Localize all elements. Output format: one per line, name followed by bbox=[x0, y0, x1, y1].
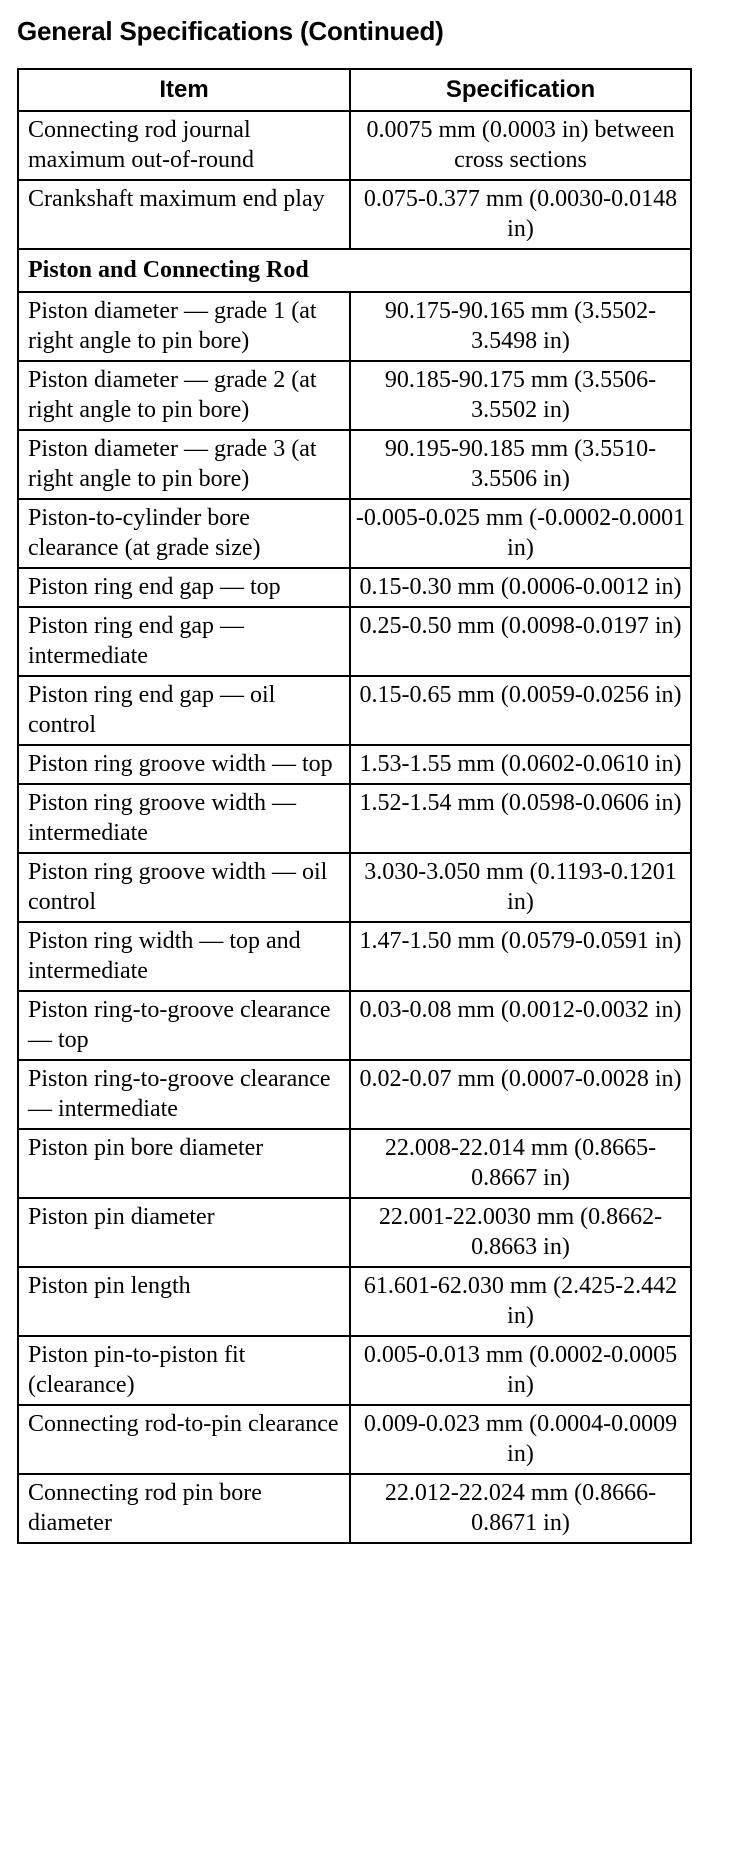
table-row bbox=[18, 1198, 691, 1267]
item-cell: Piston ring-to-groove clearance — top bbox=[18, 991, 350, 1060]
specification-cell: 22.008-22.014 mm (0.8665-0.8667 in) bbox=[350, 1129, 691, 1198]
item-cell: Piston pin diameter bbox=[18, 1198, 350, 1267]
item-cell: Piston pin length bbox=[18, 1267, 350, 1336]
item-cell: Connecting rod-to-pin clearance bbox=[18, 1405, 350, 1474]
specification-cell: 22.001-22.0030 mm (0.8662-0.8663 in) bbox=[350, 1198, 691, 1267]
table-row bbox=[18, 676, 691, 745]
specification-cell: 0.0075 mm (0.0003 in) between cross sections bbox=[350, 111, 691, 180]
specification-cell: 90.195-90.185 mm (3.5510-3.5506 in) bbox=[350, 430, 691, 499]
table-row bbox=[18, 1060, 691, 1129]
specification-cell: 0.075-0.377 mm (0.0030-0.0148 in) bbox=[350, 180, 691, 249]
table-row bbox=[18, 784, 691, 853]
table-row bbox=[18, 607, 691, 676]
table-row bbox=[18, 499, 691, 568]
specification-cell: 22.012-22.024 mm (0.8666-0.8671 in) bbox=[350, 1474, 691, 1543]
table-row bbox=[18, 1267, 691, 1336]
specification-cell: 1.52-1.54 mm (0.0598-0.0606 in) bbox=[350, 784, 691, 853]
specification-cell: 0.009-0.023 mm (0.0004-0.0009 in) bbox=[350, 1405, 691, 1474]
item-cell: Piston pin bore diameter bbox=[18, 1129, 350, 1198]
table-header-row bbox=[18, 69, 691, 111]
item-cell: Piston ring width — top and intermediate bbox=[18, 922, 350, 991]
specification-cell: 61.601-62.030 mm (2.425-2.442 in) bbox=[350, 1267, 691, 1336]
column-header-item: Item bbox=[18, 69, 350, 111]
specification-cell: 0.02-0.07 mm (0.0007-0.0028 in) bbox=[350, 1060, 691, 1129]
specification-cell: 1.53-1.55 mm (0.0602-0.0610 in) bbox=[350, 745, 691, 784]
item-cell: Piston diameter — grade 2 (at right angle to pin bore) bbox=[18, 361, 350, 430]
specification-cell: 1.47-1.50 mm (0.0579-0.0591 in) bbox=[350, 922, 691, 991]
specification-cell: -0.005-0.025 mm (-0.0002-0.0001 in) bbox=[350, 499, 691, 568]
table-row bbox=[18, 1405, 691, 1474]
specifications-table bbox=[17, 68, 692, 1544]
item-cell: Piston ring end gap — oil control bbox=[18, 676, 350, 745]
item-cell: Piston diameter — grade 3 (at right angle to pin bore) bbox=[18, 430, 350, 499]
table-row bbox=[18, 922, 691, 991]
table-row bbox=[18, 1336, 691, 1405]
column-header-specification: Specification bbox=[350, 69, 691, 111]
specification-cell: 90.175-90.165 mm (3.5502-3.5498 in) bbox=[350, 292, 691, 361]
item-cell: Piston ring groove width — top bbox=[18, 745, 350, 784]
table-row bbox=[18, 568, 691, 607]
specification-cell: 3.030-3.050 mm (0.1193-0.1201 in) bbox=[350, 853, 691, 922]
specification-cell: 0.005-0.013 mm (0.0002-0.0005 in) bbox=[350, 1336, 691, 1405]
table-row bbox=[18, 1129, 691, 1198]
section-row bbox=[18, 249, 691, 292]
item-cell: Piston ring groove width — intermediate bbox=[18, 784, 350, 853]
section-heading: Piston and Connecting Rod bbox=[18, 249, 691, 292]
table-row bbox=[18, 1474, 691, 1543]
table-row bbox=[18, 180, 691, 249]
table-row bbox=[18, 430, 691, 499]
table-row bbox=[18, 991, 691, 1060]
table-row bbox=[18, 853, 691, 922]
item-cell: Crankshaft maximum end play bbox=[18, 180, 350, 249]
page-title: General Specifications (Continued) bbox=[17, 16, 444, 46]
item-cell: Piston ring end gap — top bbox=[18, 568, 350, 607]
specification-cell: 0.15-0.65 mm (0.0059-0.0256 in) bbox=[350, 676, 691, 745]
specification-cell: 0.25-0.50 mm (0.0098-0.0197 in) bbox=[350, 607, 691, 676]
specification-cell: 90.185-90.175 mm (3.5506-3.5502 in) bbox=[350, 361, 691, 430]
item-cell: Connecting rod journal maximum out-of-round bbox=[18, 111, 350, 180]
specification-cell: 0.15-0.30 mm (0.0006-0.0012 in) bbox=[350, 568, 691, 607]
table-row bbox=[18, 745, 691, 784]
item-cell: Piston ring-to-groove clearance — intermediate bbox=[18, 1060, 350, 1129]
item-cell: Piston pin-to-piston fit (clearance) bbox=[18, 1336, 350, 1405]
table-row bbox=[18, 292, 691, 361]
item-cell: Piston-to-cylinder bore clearance (at grade size) bbox=[18, 499, 350, 568]
item-cell: Piston ring groove width — oil control bbox=[18, 853, 350, 922]
item-cell: Piston ring end gap — intermediate bbox=[18, 607, 350, 676]
item-cell: Connecting rod pin bore diameter bbox=[18, 1474, 350, 1543]
table-row bbox=[18, 111, 691, 180]
table-row bbox=[18, 361, 691, 430]
specification-cell: 0.03-0.08 mm (0.0012-0.0032 in) bbox=[350, 991, 691, 1060]
item-cell: Piston diameter — grade 1 (at right angle to pin bore) bbox=[18, 292, 350, 361]
